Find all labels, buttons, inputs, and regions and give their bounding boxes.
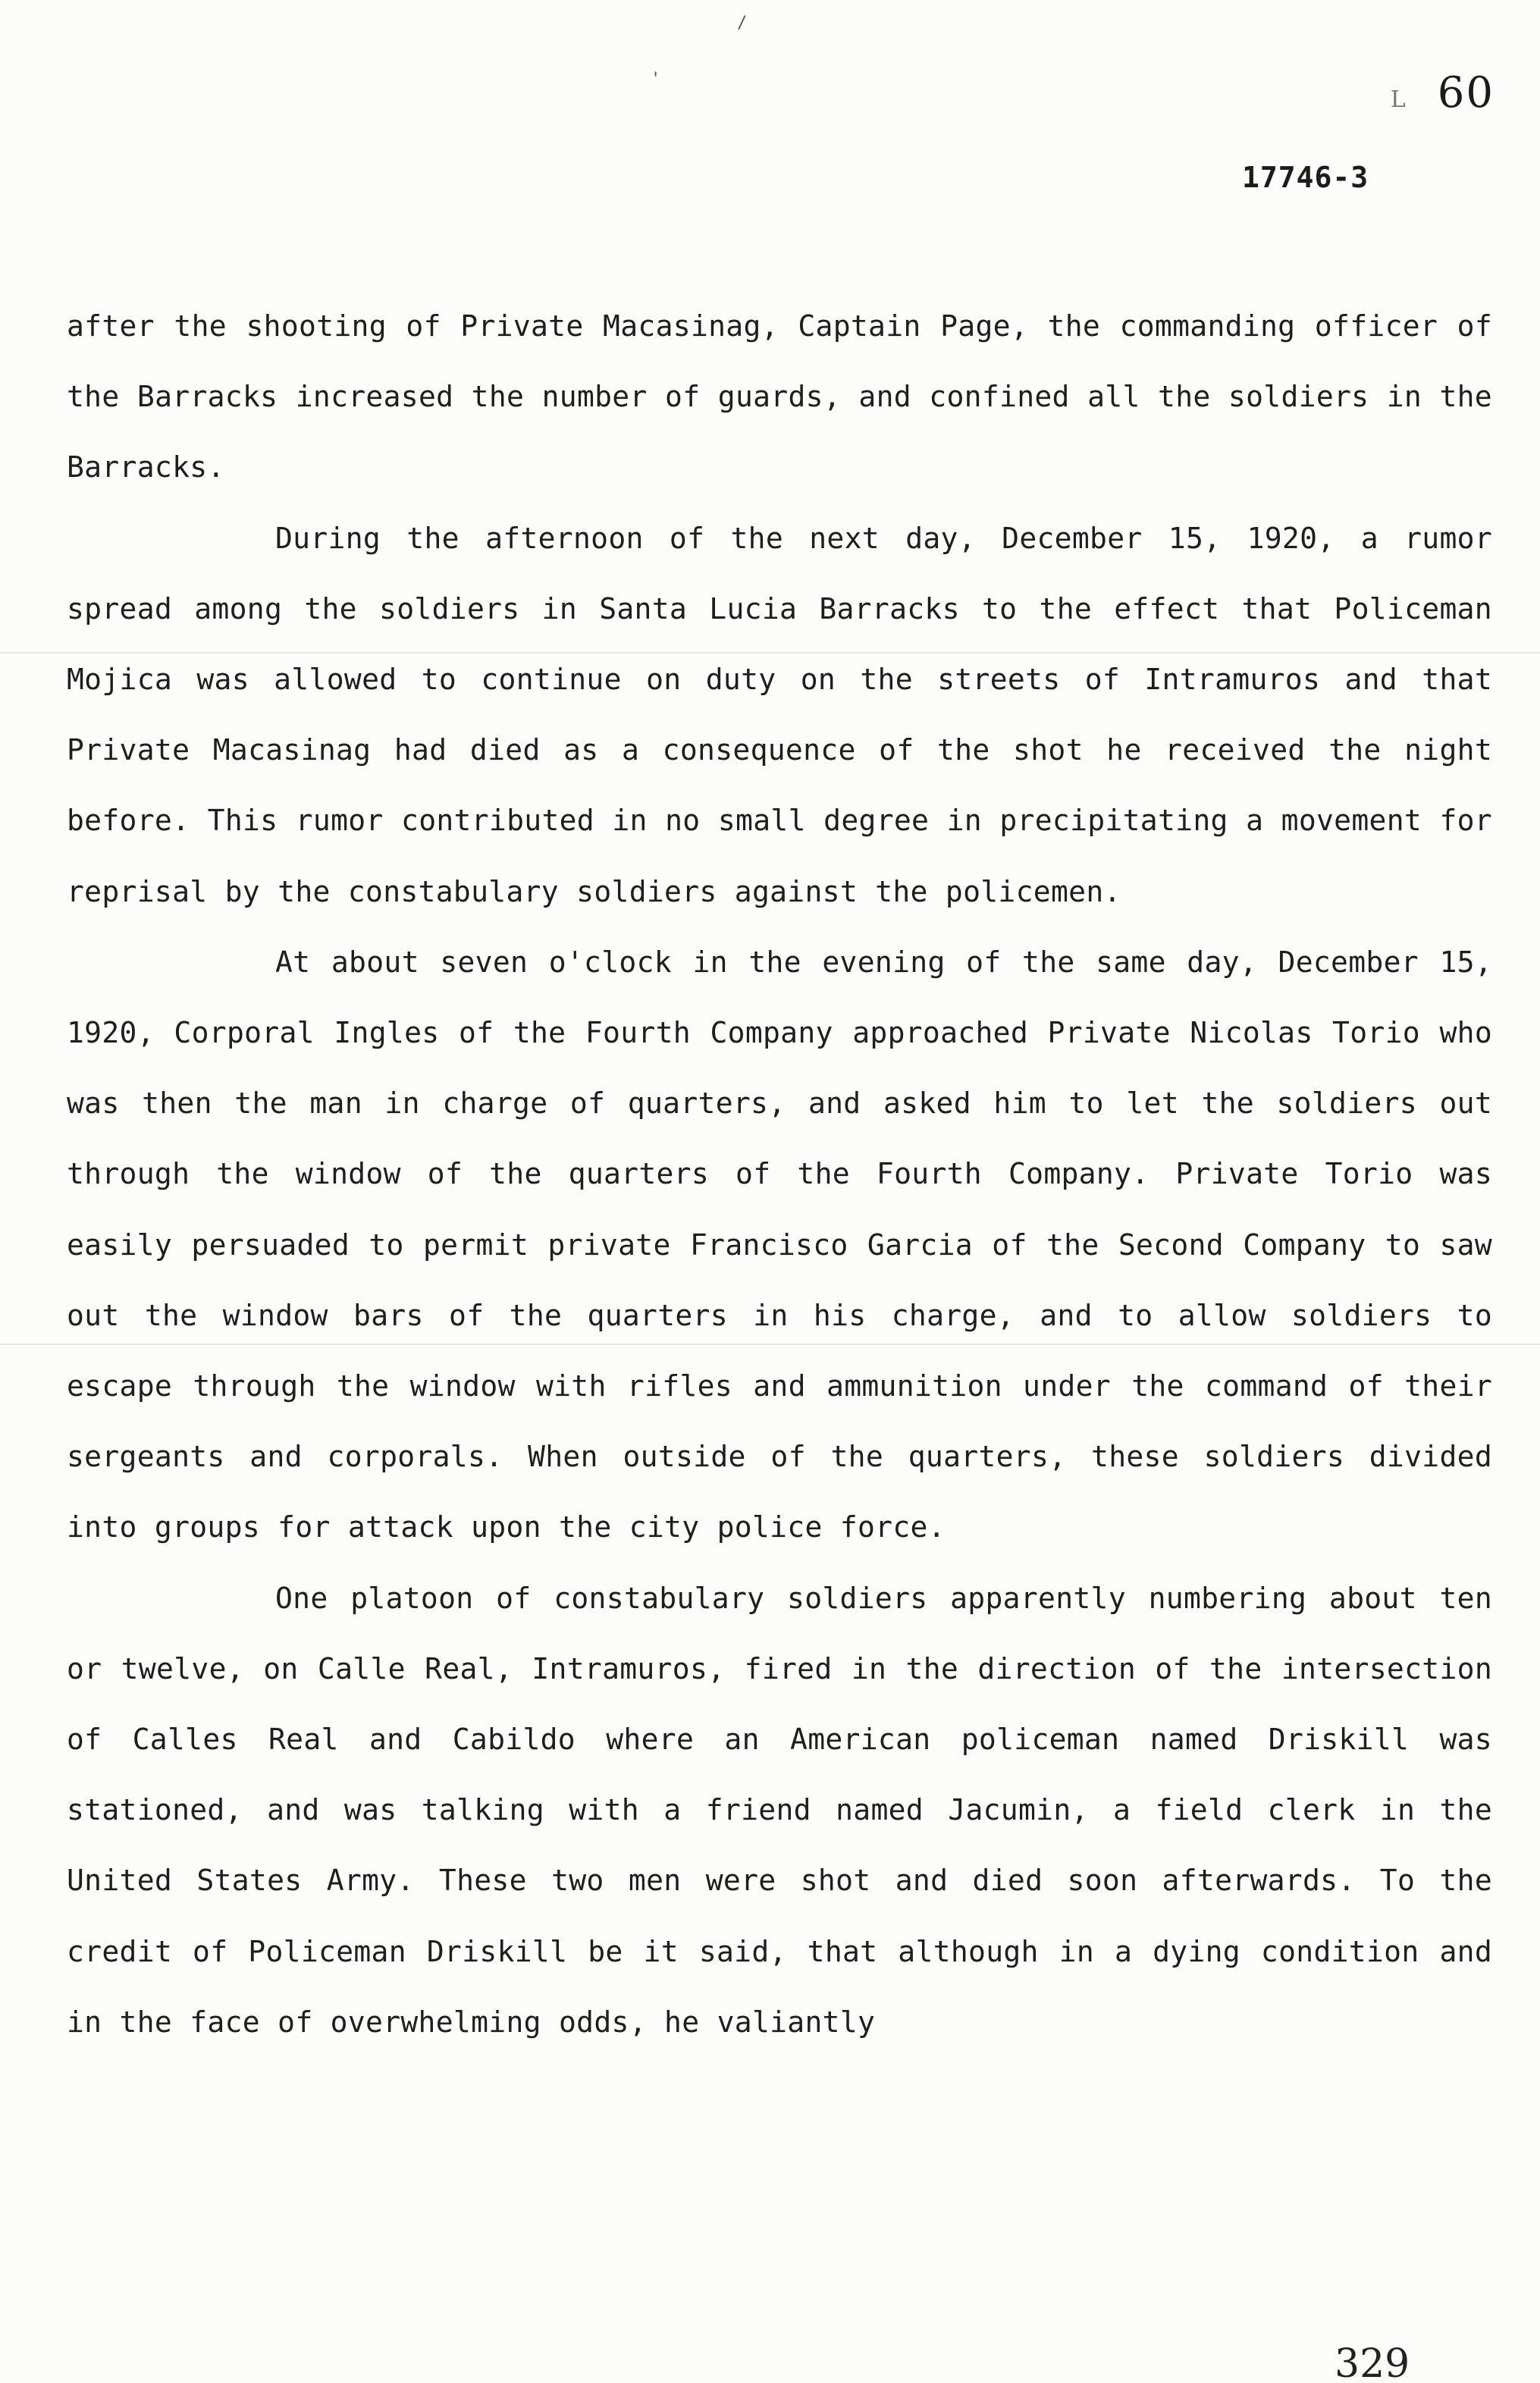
stray-mark: ' (651, 70, 661, 89)
footer-page-number: 329 (1335, 2341, 1410, 2383)
document-number: 17746-3 (1242, 161, 1369, 194)
paragraph: One platoon of constabulary soldiers apparently numbering about ten or twelve, on Calle Real, Intramuros, fired in the direction of the intersection of Calles Real and Cabildo where an American policeman named Driskill was stationed, and was talking with a friend named Jacumin, a field clerk in the United States Army. These two men were shot and died soon afterwards. To the credit of Policeman Driskill be it said, that although in a dying condition and in the face of overwhelming odds, he valiantly (67, 1581, 1492, 2039)
paragraph: During the afternoon of the next day, December 15, 1920, a rumor spread among the soldiers in Santa Lucia Barracks to the effect that Policeman Mojica was allowed to continue on duty on the streets of Intramuros and that Private Macasinag had died as a consequence of the shot he received the night before. This rumor contributed in no small degree in precipitating a movement for reprisal by the constabulary soldiers against the policemen. (67, 521, 1492, 908)
stray-mark: / (737, 14, 748, 33)
page-mark-number: 60 (1437, 68, 1495, 118)
page-mark-faint: L (1390, 86, 1407, 113)
paragraph: At about seven o'clock in the evening of the same day, December 15, 1920, Corporal Ingles of the Fourth Company approached Private Nicolas Torio who was then the man in charge of quarters, and asked him to let the soldiers out through the window of the quarters of the Fourth Company. Private Torio was easily persuaded to permit private Francisco Garcia of the Second Company to saw out the window bars of the quarters in his charge, and to allow soldiers to escape through the window with rifles and ammunition under the command of their sergeants and corporals. When outside of the quarters, these soldiers divided into groups for attack upon the city police force. (67, 945, 1492, 1544)
page-mark (1391, 68, 1495, 118)
body-text (67, 291, 1492, 2058)
paragraph-continuation: after the shooting of Private Macasinag, Captain Page, the commanding officer of the Barracks increased the number of guards, and confined all the soldiers in the Barracks. (67, 309, 1492, 484)
